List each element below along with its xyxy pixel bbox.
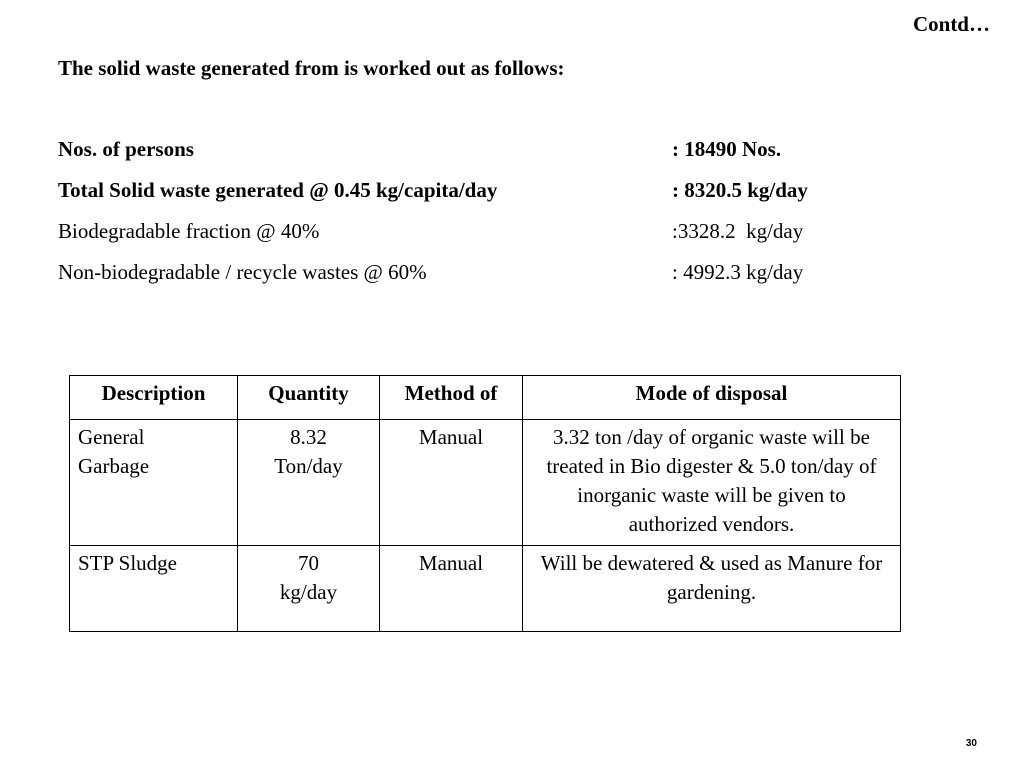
page-number: 30 <box>965 738 977 749</box>
contd-label: Contd… <box>912 12 990 36</box>
cell-description: STP Sludge <box>70 546 238 632</box>
stat-value: :3328.2 kg/day <box>672 219 804 243</box>
stat-value: : 18490 Nos. <box>672 137 782 161</box>
column-header-quantity: Quantity <box>238 376 380 420</box>
cell-method: Manual <box>380 420 523 546</box>
waste-disposal-table <box>69 375 901 632</box>
table-header-row <box>70 376 901 420</box>
stat-row-non-biodegradable <box>58 260 958 301</box>
cell-quantity: 70 kg/day <box>238 546 380 632</box>
stat-row-persons <box>58 137 958 178</box>
page-title: The solid waste generated from is worked out as follows: <box>58 56 565 80</box>
stat-value: : 8320.5 kg/day <box>672 178 808 202</box>
column-header-description: Description <box>70 376 238 420</box>
stat-label: Total Solid waste generated @ 0.45 kg/capita/day <box>58 178 498 202</box>
cell-quantity: 8.32 Ton/day <box>238 420 380 546</box>
table-row <box>70 420 901 546</box>
stat-label: Biodegradable fraction @ 40% <box>58 219 320 243</box>
stat-row-biodegradable <box>58 219 958 260</box>
stat-label: Non-biodegradable / recycle wastes @ 60% <box>58 260 427 284</box>
column-header-disposal: Mode of disposal <box>523 376 901 420</box>
stat-label: Nos. of persons <box>58 137 194 161</box>
cell-disposal: 3.32 ton /day of organic waste will be treated in Bio digester & 5.0 ton/day of inorganic waste will be given to authorized vendors. <box>523 420 901 546</box>
cell-method: Manual <box>380 546 523 632</box>
stat-value: : 4992.3 kg/day <box>672 260 804 284</box>
stats-list <box>58 137 958 301</box>
column-header-method: Method of <box>380 376 523 420</box>
table-row <box>70 546 901 632</box>
cell-disposal: Will be dewatered & used as Manure for gardening. <box>523 546 901 632</box>
stat-row-total-waste <box>58 178 958 219</box>
cell-description: General Garbage <box>70 420 238 546</box>
